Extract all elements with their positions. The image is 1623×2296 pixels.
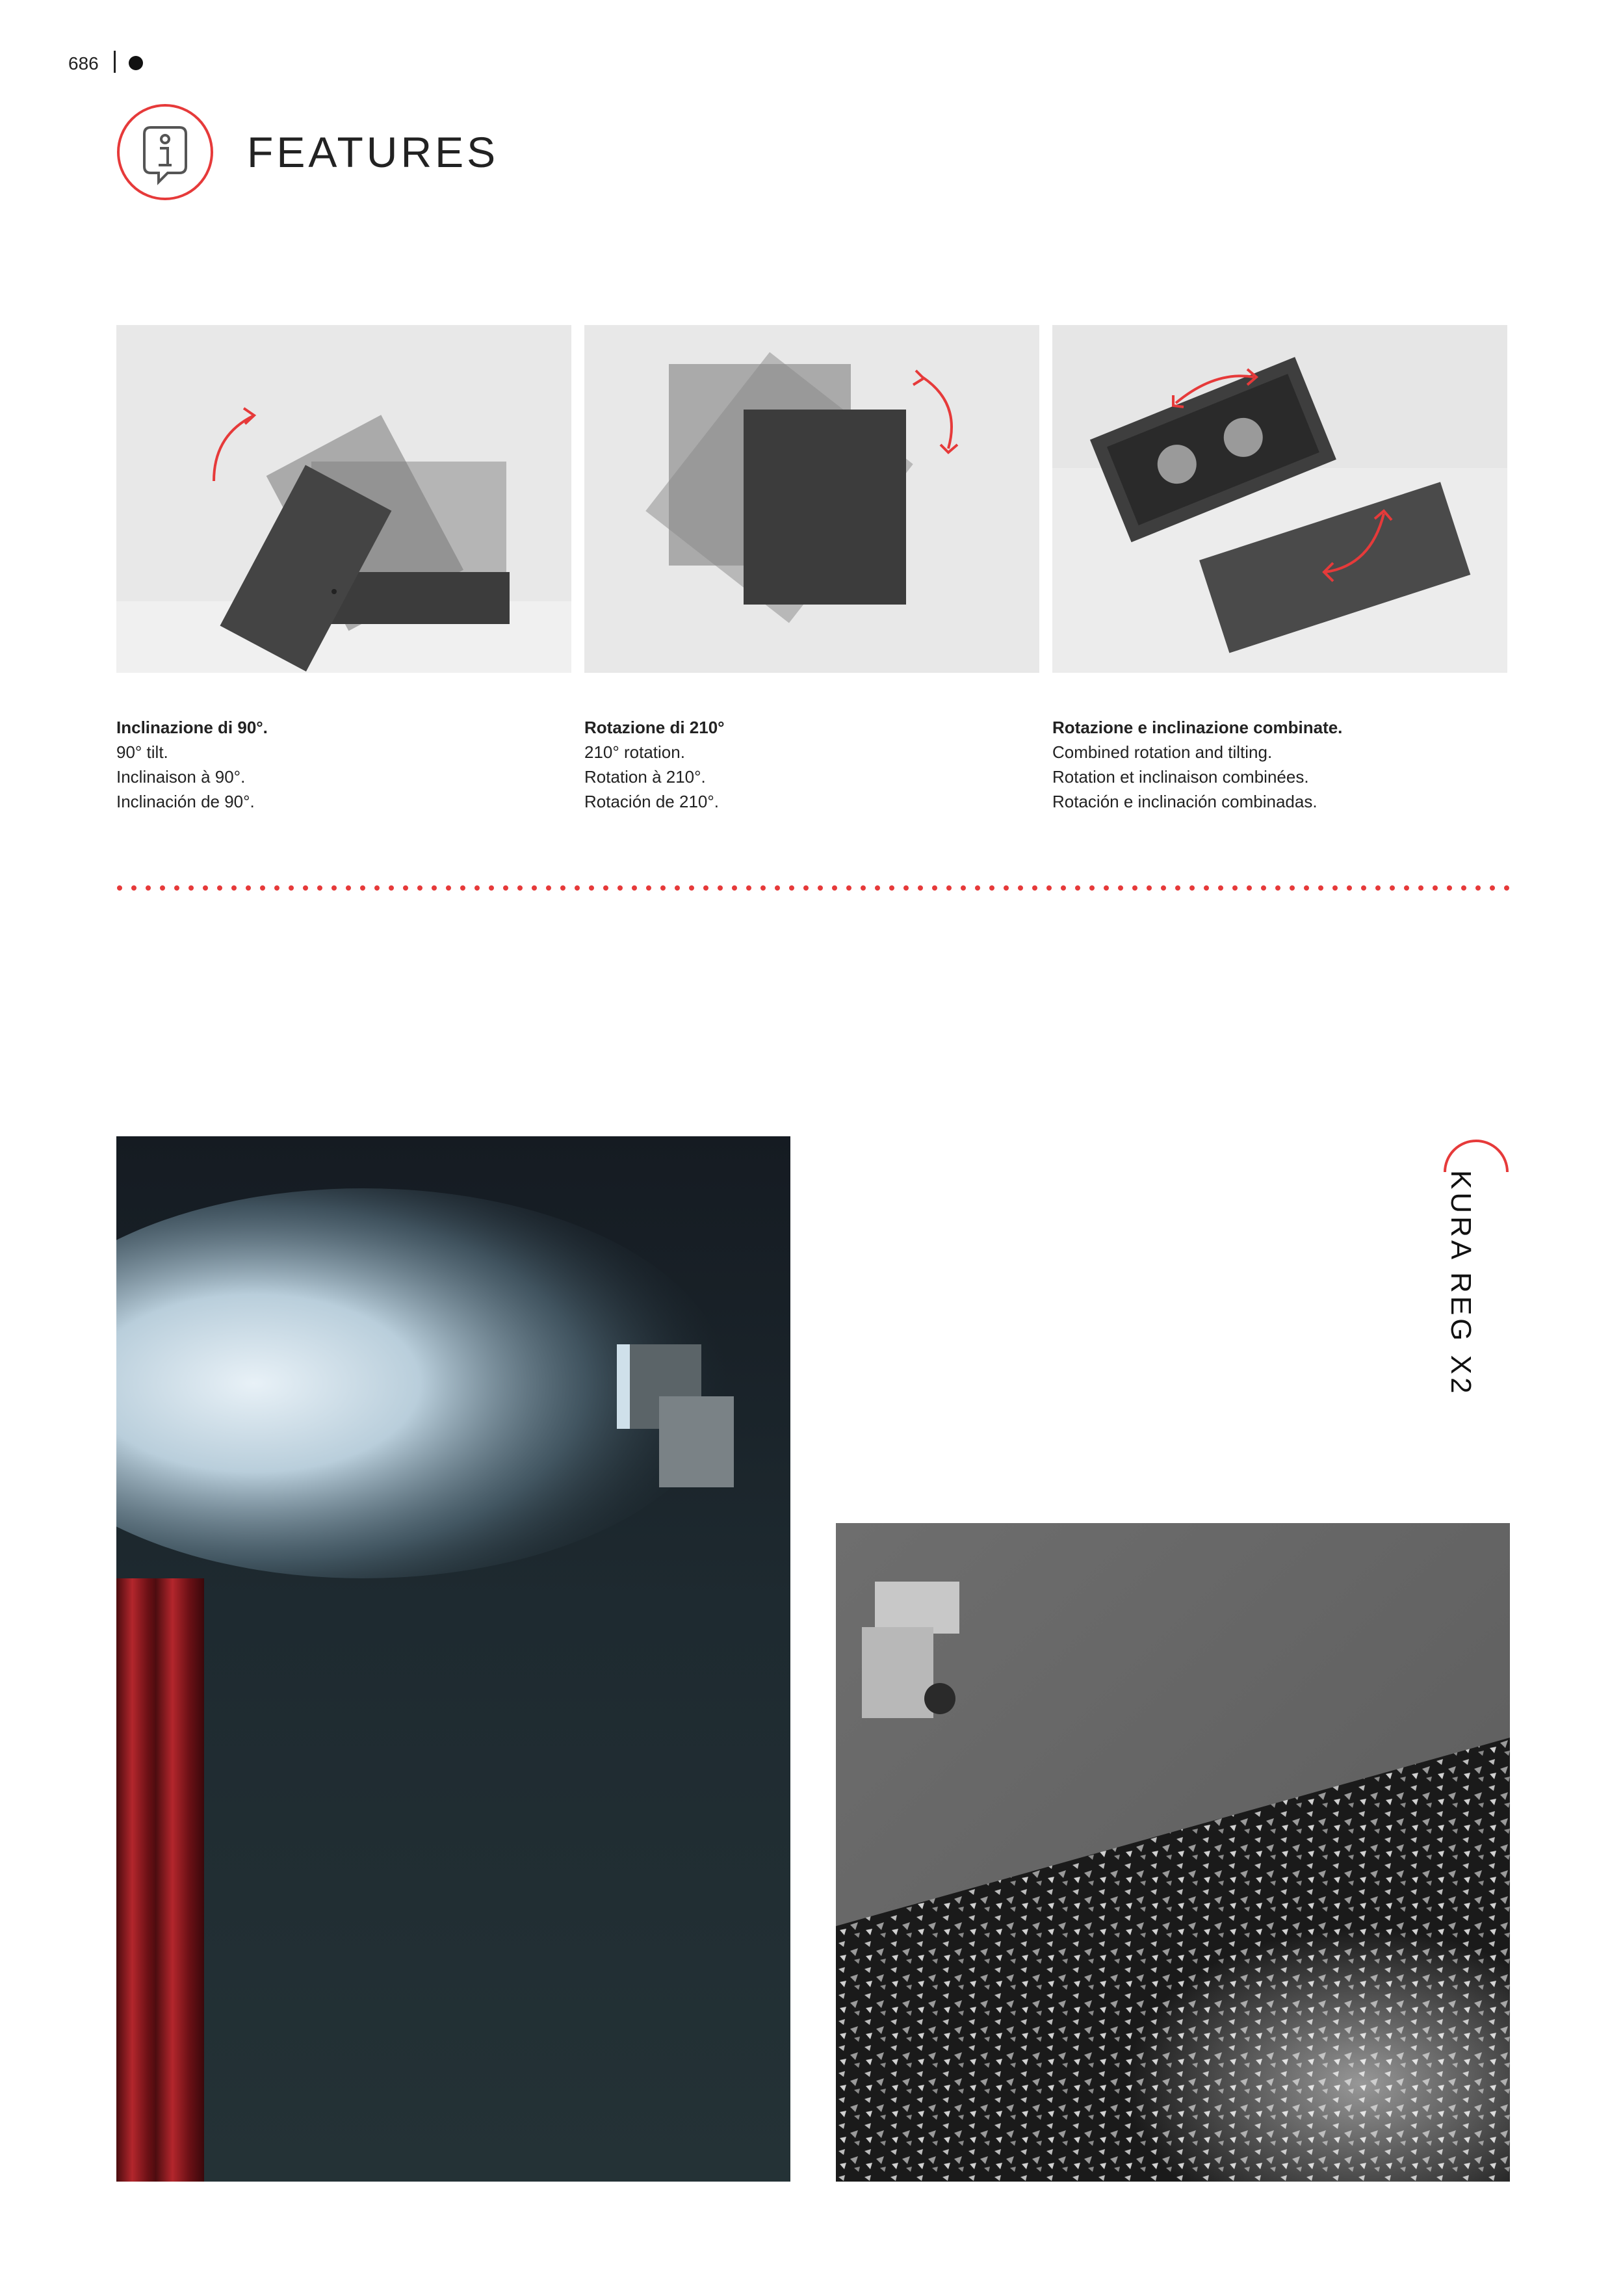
feature-line: Rotation à 210°. xyxy=(584,767,706,787)
rotation-diagram-image xyxy=(584,325,1039,673)
feature-line: Combined rotation and tilting. xyxy=(1052,742,1273,762)
feature-line: Rotación de 210°. xyxy=(584,792,719,811)
combined-diagram-image xyxy=(1052,325,1507,673)
feature-caption-combined xyxy=(1052,715,1507,814)
feature-title: Rotazione di 210° xyxy=(584,718,725,737)
ceiling-light-photo xyxy=(836,1523,1510,2182)
page-number: 686 xyxy=(68,53,99,73)
feature-line: 90° tilt. xyxy=(116,742,168,762)
features-heading: FEATURES xyxy=(247,128,499,176)
dotted-divider xyxy=(116,883,1511,889)
feature-line: Inclinaison à 90°. xyxy=(116,767,246,787)
product-label-arc xyxy=(1440,1134,1511,1173)
info-speech-bubble-icon xyxy=(116,103,214,202)
page-number-separator xyxy=(114,51,116,73)
wall-light-photo xyxy=(116,1136,790,2182)
feature-line: 210° rotation. xyxy=(584,742,685,762)
page-marker-dot xyxy=(129,56,143,70)
feature-line: Rotation et inclinaison combinées. xyxy=(1052,767,1309,787)
feature-line: Rotación e inclinación combinadas. xyxy=(1052,792,1318,811)
feature-caption-rotation xyxy=(584,715,1039,814)
feature-title: Rotazione e inclinazione combinate. xyxy=(1052,718,1343,737)
feature-caption-tilt xyxy=(116,715,571,814)
tilt-diagram-image xyxy=(116,325,571,673)
product-name-vertical: KURA REG X2 xyxy=(1445,1170,1477,1397)
feature-title: Inclinazione di 90°. xyxy=(116,718,268,737)
feature-line: Inclinación de 90°. xyxy=(116,792,255,811)
